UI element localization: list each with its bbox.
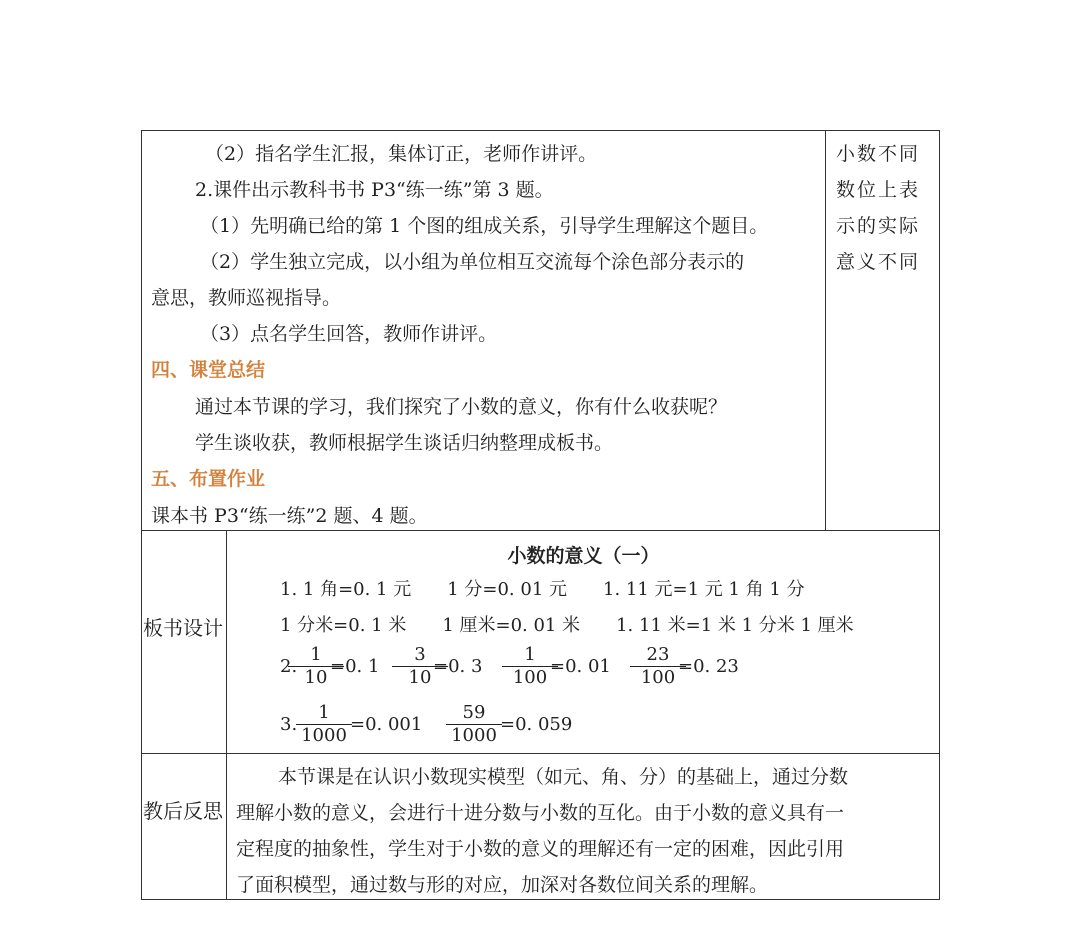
fraction (294, 703, 354, 746)
decimal-value: =0. 3 (433, 656, 483, 677)
reflection-line: 本节课是在认识小数现实模型（如元、角、分）的基础上，通过分数 (278, 766, 849, 788)
decimal-value: =0. 01 (550, 656, 611, 677)
numerator: 3 (414, 644, 426, 665)
decimal-value: =0. 1 (330, 656, 380, 677)
numerator: 1 (318, 702, 330, 723)
column-divider (226, 530, 227, 900)
process-line: 2.课件出示教科书书 P3“练一练”第 3 题。 (195, 179, 554, 201)
board-title: 小数的意义（一） (507, 545, 660, 567)
denominator: 1000 (301, 725, 347, 746)
process-line: （2）学生独立完成，以小组为单位相互交流每个涂色部分表示的 (200, 251, 745, 273)
denominator: 100 (512, 667, 548, 688)
reflection-line: 理解小数的意义，会进行十进分数与小数的互化。由于小数的意义具有一 (236, 802, 845, 824)
column-divider (825, 130, 826, 530)
numerator: 59 (462, 702, 486, 723)
summary-line: 通过本节课的学习，我们探究了小数的意义，你有什么收获呢？ (195, 396, 728, 418)
process-line: （3）点名学生回答，教师作讲评。 (200, 323, 498, 345)
homework-heading: 五、布置作业 (151, 468, 266, 490)
process-line: （2）指名学生汇报，集体订正，老师作讲评。 (205, 143, 598, 165)
summary-heading: 四、课堂总结 (151, 359, 266, 381)
numerator: 23 (646, 644, 670, 665)
reflection-line: 了面积模型，通过数与形的对应，加深对各数位间关系的理解。 (236, 874, 769, 896)
numerator: 1 (310, 644, 322, 665)
board-design-label: 板书设计 (143, 616, 223, 640)
side-note: 小数不同数位上表示的实际意义不同 (836, 143, 921, 273)
row-prefix: 2. (280, 656, 298, 677)
board-line: 1 分米=0. 1 米 1 厘米=0. 01 米 1. 11 米=1 米 1 分米 1 厘米 (280, 615, 854, 636)
denominator: 10 (408, 667, 432, 688)
decimal-value: =0. 059 (500, 714, 573, 735)
process-line: 意思，教师巡视指导。 (151, 287, 342, 309)
row-divider (141, 530, 940, 531)
denominator: 1000 (451, 725, 497, 746)
process-line: （1）先明确已给的第 1 个图的组成关系，引导学生理解这个题目。 (200, 215, 769, 237)
fraction (444, 703, 504, 746)
row-divider (141, 753, 940, 754)
decimal-value: =0. 23 (678, 656, 739, 677)
row-prefix: 3. (280, 714, 298, 735)
reflection-line: 定程度的抽象性，学生对于小数的意义的理解还有一定的困难，因此引用 (236, 838, 845, 860)
denominator: 100 (640, 667, 676, 688)
reflection-label: 教后反思 (143, 799, 223, 823)
homework-line: 课本书 P3“练一练”2 题、4 题。 (151, 505, 428, 527)
decimal-value: =0. 001 (350, 714, 423, 735)
denominator: 10 (304, 667, 328, 688)
numerator: 1 (524, 644, 536, 665)
summary-line: 学生谈收获，教师根据学生谈话归纳整理成板书。 (195, 432, 614, 454)
board-line: 1. 1 角=0. 1 元 1 分=0. 01 元 1. 11 元=1 元 1 角 1 分 (280, 579, 805, 600)
